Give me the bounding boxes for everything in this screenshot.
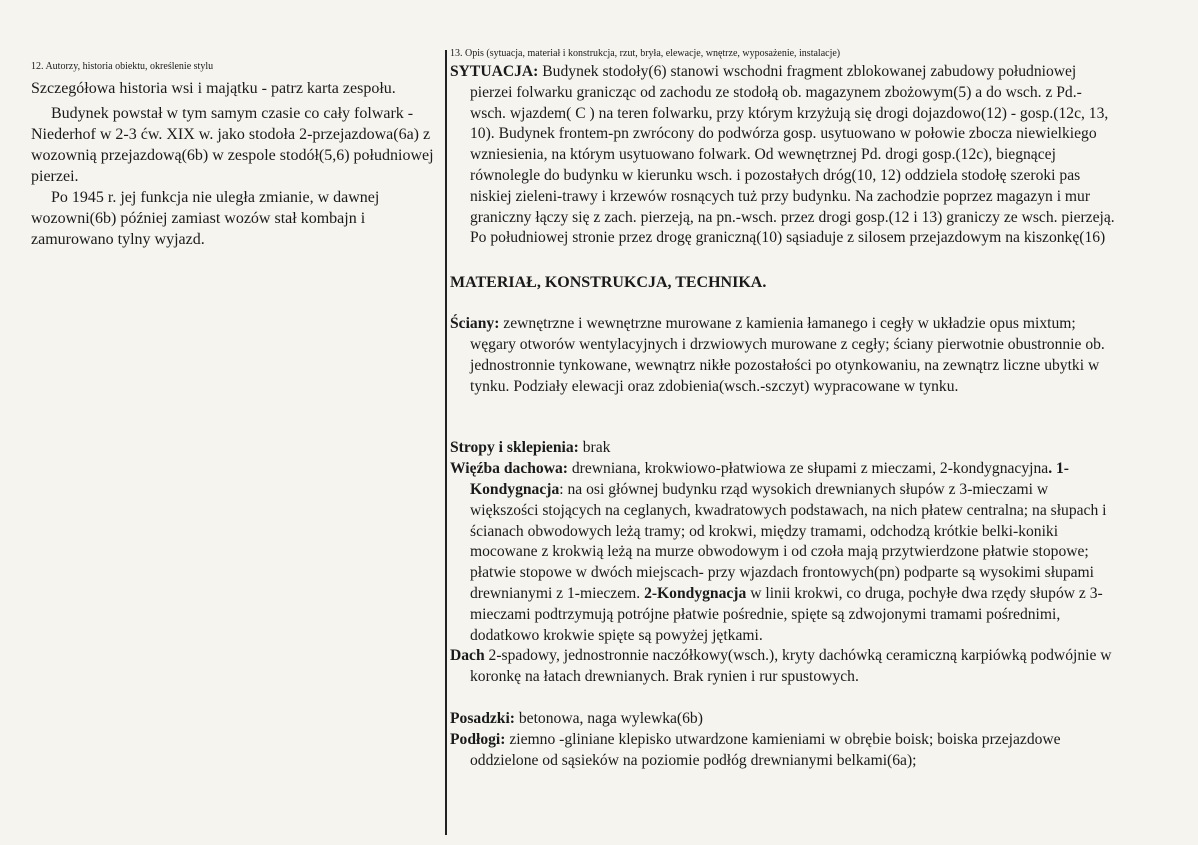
podlogi-label: Podłogi: [450,730,506,748]
column-divider [445,50,447,835]
section-12-heading: 12. Autorzy, historia obiektu, określenie stylu [31,61,214,72]
history-paragraph: Budynek powstał w tym samym czasie co cały folwark - Niederhof w 2-3 ćw. XIX w. jako stodoła 2-przejazdowa(6a) z wozownią przejazdową(6b) w zespole stodół(5,6) południowej pierzei. [31,105,434,185]
stropy-label: Stropy i sklepienia: [450,439,579,457]
wiezba-label: Więźba dachowa: [450,460,568,478]
posadzki-text: betonowa, naga wylewka(6b) [514,709,703,727]
history-section [31,60,441,250]
sytuacja-label: SYTUACJA: [450,63,539,80]
sciany-text: zewnętrzne i wewnętrzne murowane z kamienia łamanego i cegły w układzie opus mixtum; węgary otworów wentylacyjnych i drzwiowych murowane z cegły; ściany pierwotnie obustronnie ob. jednostronnie tynkowane, wewnątrz nikłe pozostałości po otynkowaniu, na zewnątrz liczne ubytki w tynku. Podziały elewacji oraz zdobienia(wsch.-szczyt) wypracowane w tynku. [470,315,1105,395]
posadzki-paragraph [450,709,1115,730]
sciany-label: Ściany: [450,315,500,333]
description-section [450,47,1115,771]
sytuacja-text: Budynek stodoły(6) stanowi wschodni fragment zblokowanej zabudowy południowej pierzei folwarku granicząc od zachodu ze stodołą ob. magazynem zbożowym(5) a do wsch. z Pd.-wsch. wjazdem( C ) na teren folwarku, przy którym krzyżują się drogi dojazdowo(12) - gosp.(12c, 13, 10). Budynek frontem-pn zwrócony do podwórza gosp. usytuowano w połowie zbocza niewielkiego wzniesienia, na którym usytuowano folwark. Od wewnętrznej Pd. drogi gosp.(12c), biegnącej równolegle do budynku w kierunku wsch. i pozostałych dróg(10, 12) oddziela stodołę szeroki pas niskiej zieleni-trawy i krzewów rosnących tuż przy budynku. Na zachodzie poprzez magazyn i mur graniczny łączy się z zach. pierzeją, na pn.-wsch. przez drogi gosp.(12 i 13) graniczy ze wsch. pierzeją. Po południowej stronie przez drogę graniczną(10) sąsiaduje z silosem przejazdowym na kiszonkę(16) [470,63,1115,247]
dach-paragraph [450,646,1115,688]
wiezba-text: : na osi głównej budynku rząd wysokich drewnianych słupów z 3-mieczami w większości stojących na ceglanych, kwadratowych podstawach, na nich płatew centralna; na słupach i ścianach obwodowych leżą tramy; od krokwi, między tramami, odchodzą krótkie belki-koniki mocowane z krokwią leżą na murze obwodowym i od czoła mają przytwierdzone płatwie stopowe; płatwie stopowe w dwóch miejscach- przy wjazdach frontowych(pn) podparte są wysokimi słupami drewnianymi z 1-mieczem. [470,480,1107,602]
history-paragraph: Po 1945 r. jej funkcja nie uległa zmianie, w dawnej wozowni(6b) później zamiast wozów stał kombajn i zamurowano tylny wyjazd. [31,189,380,248]
wiezba-paragraph [450,459,1115,646]
stropy-text: brak [578,439,611,457]
stropy-paragraph [450,438,1115,459]
sytuacja-paragraph [450,62,1115,249]
wiezba-kondygnacja-2: 2-Kondygnacja [644,584,747,602]
posadzki-label: Posadzki: [450,709,515,727]
sciany-paragraph [450,314,1115,397]
material-heading: MATERIAŁ, KONSTRUKCJA, TECHNIKA. [450,274,767,292]
wiezba-kondygnacja-1: . 1-Kondygnacja [470,460,1069,498]
podlogi-text: ziemno -gliniane klepisko utwardzone kamieniami w obrębie boisk; boiska przejazdowe oddzielone od sąsieków na poziomie podłóg drewnianymi belkami(6a); [470,730,1061,769]
section-13-heading: 13. Opis (sytuacja, materiał i konstrukcja, rzut, bryła, elewacje, wnętrze, wyposażenie, instalacje) [450,48,841,59]
dach-label: Dach [450,647,485,665]
dach-text: 2-spadowy, jednostronnie naczółkowy(wsch.), kryty dachówką ceramiczną karpiówką podwójnie w koronkę na łatach drewnianych. Brak rynien i rur spustowych. [470,647,1112,686]
history-paragraph: Szczegółowa historia wsi i majątku - patrz karta zespołu. [31,80,396,97]
wiezba-text: drewniana, krokwiowo-płatwiowa ze słupami z mieczami, 2-kondygnacyjna [567,460,1049,478]
wiezba-text: w linii krokwi, co druga, pochyłe dwa rzędy słupów z 3-mieczami podtrzymują potrójne płatwie pośrednie, spięte są zdwojonymi tramami pośrednimi, dodatkowo krokwie spięte są powyżej jętkami. [470,584,1103,644]
podlogi-paragraph [450,730,1115,772]
